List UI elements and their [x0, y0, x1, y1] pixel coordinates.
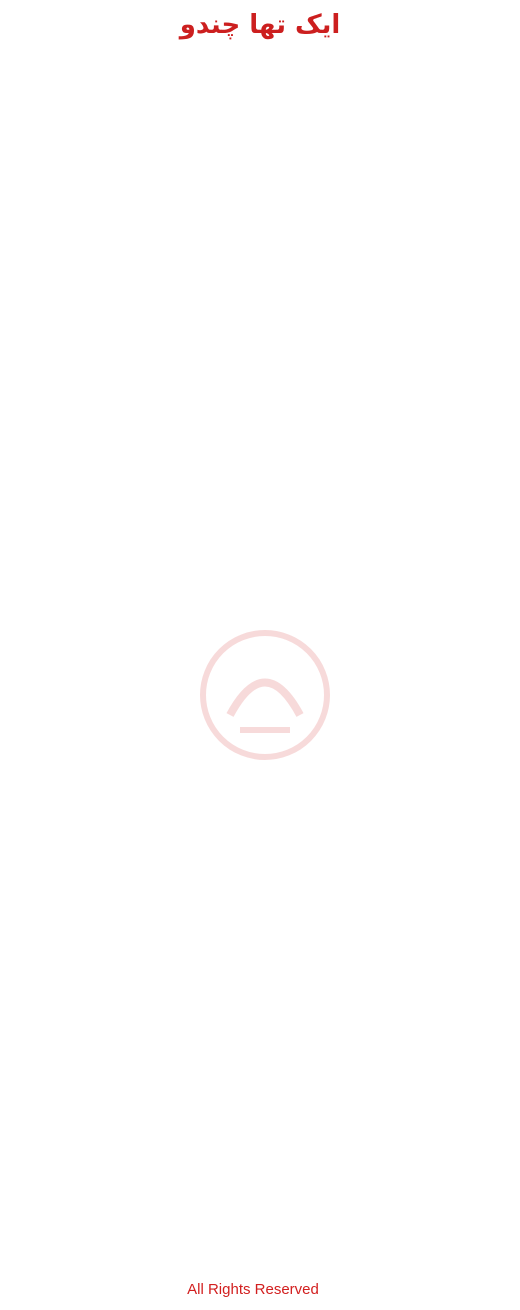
highlight-line-3 — [6, 1098, 514, 1150]
copyright-footer — [0, 1275, 520, 1303]
copyright-en: All Rights Reserved — [187, 1280, 319, 1298]
highlight-line-1 — [6, 292, 514, 348]
highlight-line-2 — [6, 819, 514, 851]
story-paragraph-2 — [6, 350, 514, 618]
story-paragraph-5 — [6, 1152, 514, 1270]
story-title: ایک تھا چندو — [179, 10, 341, 40]
story-paragraph-1 — [6, 48, 514, 290]
story-paragraph-4 — [6, 853, 514, 1098]
watermark-logo — [180, 620, 350, 770]
